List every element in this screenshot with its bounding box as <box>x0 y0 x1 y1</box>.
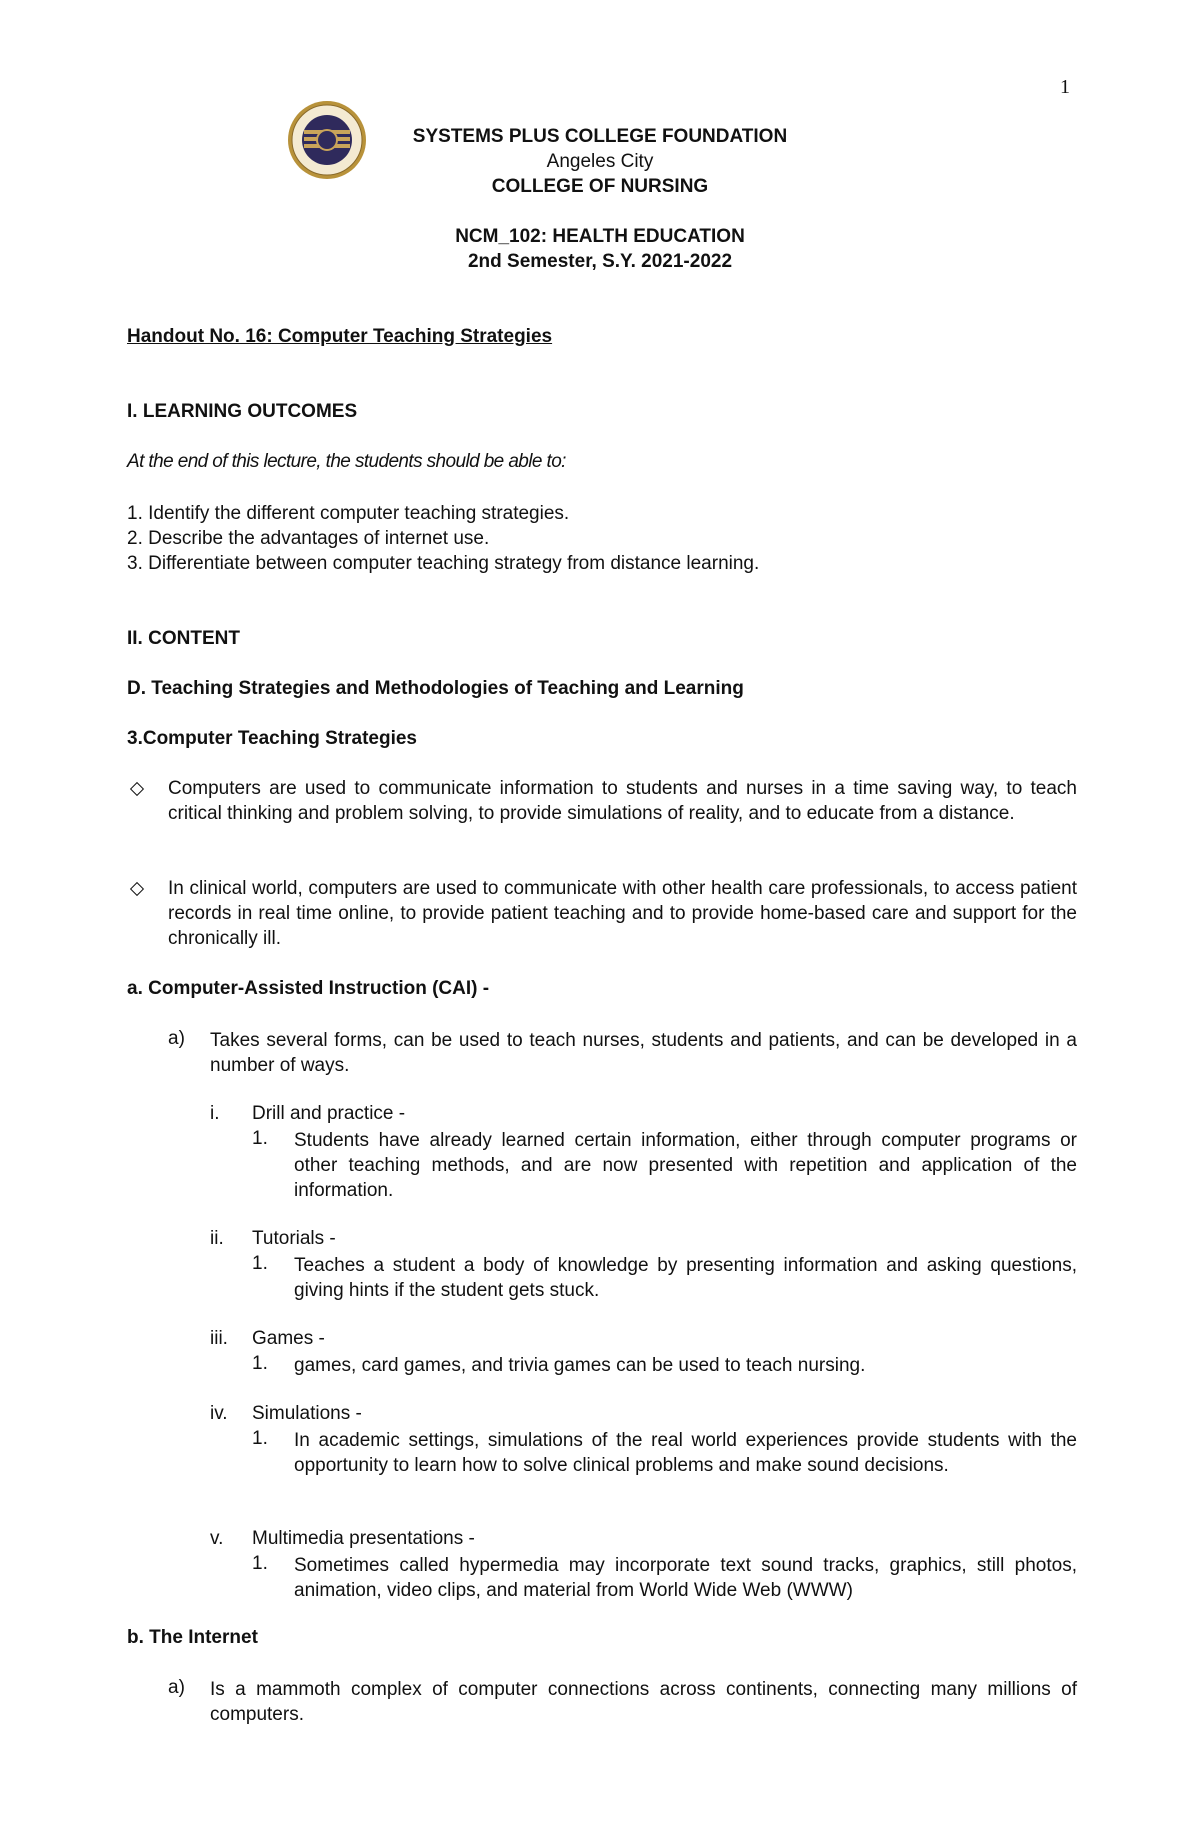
list-marker: a) <box>168 1677 185 1698</box>
bullet-text: In clinical world, computers are used to communicate with other health care professionals, to access patient records in real time online, to provide patient teaching and to provide home-based care and support for the chronically ill. <box>168 878 1077 949</box>
cai-form-text: Teaches a student a body of knowledge by presenting information and asking questions, giving hints if the student gets stuck. <box>294 1255 1077 1301</box>
diamond-bullet-icon <box>130 782 144 796</box>
page-number: 1 <box>1060 76 1070 98</box>
cai-heading: a. Computer-Assisted Instruction (CAI) - <box>127 978 490 999</box>
cai-form-title: Tutorials - <box>252 1228 336 1249</box>
cai-form-title: Games - <box>252 1328 325 1349</box>
internet-heading: b. The Internet <box>127 1627 258 1648</box>
semester-line: 2nd Semester, S.Y. 2021-2022 <box>467 251 733 272</box>
list-marker: 1. <box>252 1353 268 1374</box>
outcome-item: 1. Identify the different computer teaching strategies. <box>127 503 570 524</box>
cai-description: Takes several forms, can be used to teach nurses, students and patients, and can be developed in a number of ways. <box>210 1030 1077 1076</box>
list-marker: iii. <box>210 1328 228 1349</box>
cai-form-text: In academic settings, simulations of the real world experiences provide students with the opportunity to learn how to solve clinical problems and make sound decisions. <box>294 1430 1077 1476</box>
institution-city: Angeles City <box>546 151 654 172</box>
list-marker: 1. <box>252 1553 268 1574</box>
course-title: NCM_102: HEALTH EDUCATION <box>455 226 745 247</box>
section-heading: 3.Computer Teaching Strategies <box>127 728 417 749</box>
institution-name: SYSTEMS PLUS COLLEGE FOUNDATION <box>412 126 788 147</box>
list-marker: iv. <box>210 1403 228 1424</box>
diamond-bullet-icon <box>130 882 144 896</box>
handout-title: Handout No. 16: Computer Teaching Strategies <box>127 326 553 347</box>
cai-form-title: Simulations - <box>252 1403 362 1424</box>
content-heading: II. CONTENT <box>127 628 240 649</box>
cai-form-text: Students have already learned certain information, either through computer programs or other teaching methods, and are now presented with repetition and application of the information. <box>294 1130 1077 1201</box>
college-name: COLLEGE OF NURSING <box>491 176 709 197</box>
list-marker: 1. <box>252 1253 268 1274</box>
cai-form-title: Multimedia presentations - <box>252 1528 475 1549</box>
list-marker: 1. <box>252 1128 268 1149</box>
list-marker: v. <box>210 1528 224 1549</box>
cai-form-title: Drill and practice - <box>252 1103 406 1124</box>
list-marker: ii. <box>210 1228 224 1249</box>
bullet-text: Computers are used to communicate information to students and nurses in a time saving way, to teach critical thinking and problem solving, to provide simulations of reality, and to educate from a distance. <box>168 778 1077 824</box>
outcome-item: 3. Differentiate between computer teaching strategy from distance learning. <box>127 553 760 574</box>
outcome-item: 2. Describe the advantages of internet use. <box>127 528 490 549</box>
learning-outcomes-heading: I. LEARNING OUTCOMES <box>127 401 358 422</box>
list-marker: 1. <box>252 1428 268 1449</box>
internet-description: Is a mammoth complex of computer connections across continents, connecting many millions of computers. <box>210 1679 1077 1725</box>
content-subheading: D. Teaching Strategies and Methodologies of Teaching and Learning <box>127 678 744 699</box>
cai-form-text: games, card games, and trivia games can be used to teach nursing. <box>294 1355 866 1376</box>
cai-form-text: Sometimes called hypermedia may incorporate text sound tracks, graphics, still photos, animation, video clips, and material from World Wide Web (WWW) <box>294 1555 1077 1601</box>
list-marker: i. <box>210 1103 220 1124</box>
list-marker: a) <box>168 1028 185 1049</box>
learning-outcomes-intro: At the end of this lecture, the students should be able to: <box>127 451 566 472</box>
